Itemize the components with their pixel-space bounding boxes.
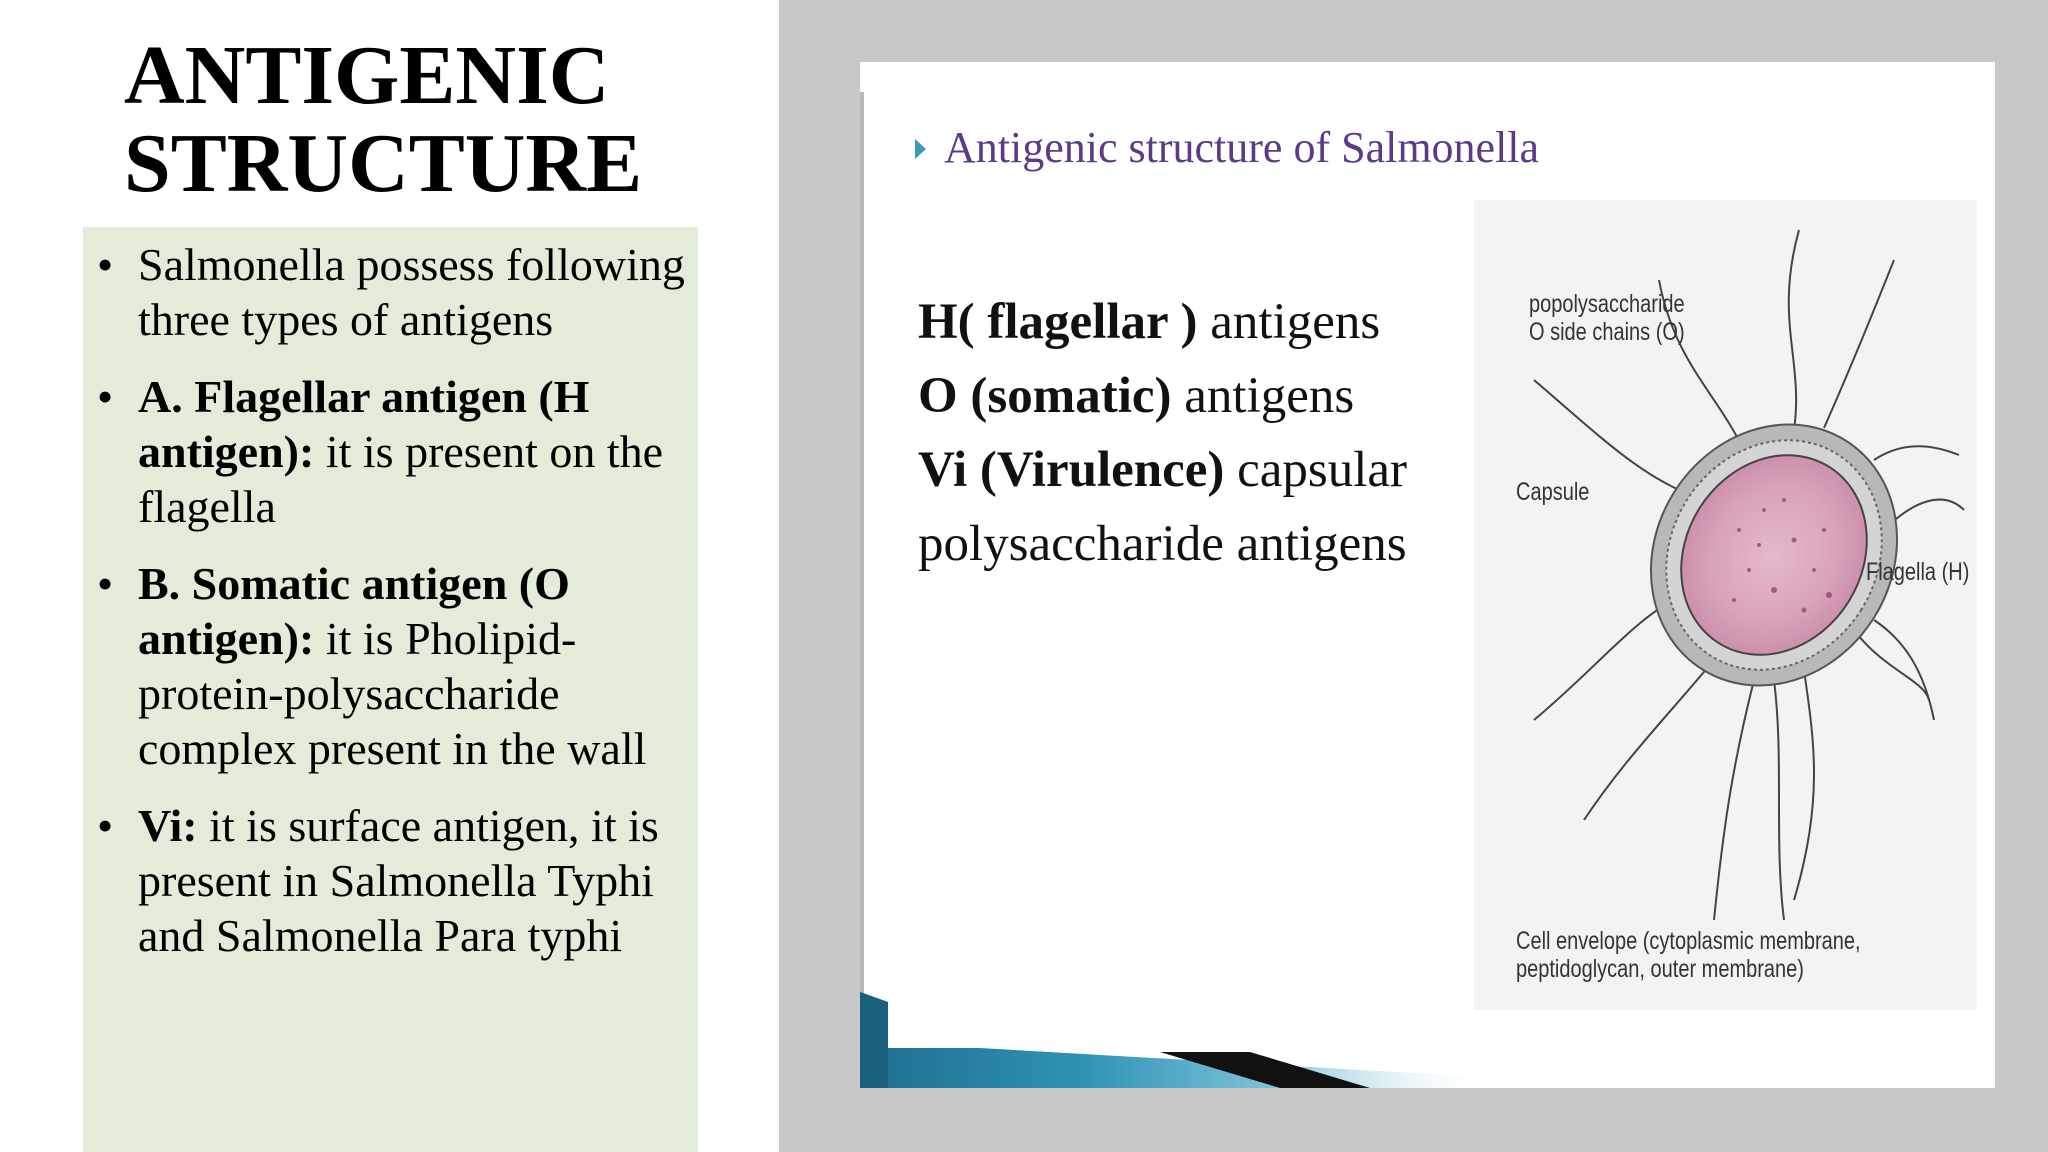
bullet-dot: • — [97, 800, 114, 851]
o-side-chains-label — [1529, 290, 1685, 346]
antigen-text: polysaccharide antigens — [918, 516, 1407, 572]
bullet-item-vi — [83, 798, 698, 963]
bullet-bold: Vi: — [138, 800, 198, 851]
bullet-item-flagellar — [83, 369, 698, 534]
embedded-heading-text: Antigenic structure of Salmonella — [944, 123, 1540, 172]
capsule-label: Capsule — [1516, 478, 1590, 506]
antigen-line-polysaccharide — [918, 507, 1407, 581]
antigen-line-h — [918, 285, 1407, 359]
label-line: peptidoglycan, outer membrane) — [1516, 955, 1804, 983]
title-line-2: STRUCTURE — [124, 117, 643, 210]
antigen-text: capsular — [1224, 442, 1408, 498]
bullet-text: it is present on the flagella — [138, 426, 664, 532]
antigen-bold: O (somatic) — [918, 368, 1172, 424]
bullet-text: it is Pholipid-protein-polysaccharide complex present in the wall — [138, 613, 647, 774]
cell-envelope-label — [1516, 927, 1861, 983]
bullet-bold: B. Somatic antigen (O antigen): — [138, 558, 570, 664]
embedded-slide-heading — [915, 122, 1539, 173]
antigen-text: antigens — [1171, 368, 1355, 424]
antigen-text: antigens — [1197, 294, 1381, 350]
bullet-dot: • — [97, 239, 114, 290]
antigen-list — [918, 285, 1407, 581]
label-line: Cell envelope (cytoplasmic membrane, — [1516, 927, 1861, 955]
triangle-bullet-icon — [915, 139, 926, 159]
bullet-box — [83, 227, 698, 1152]
page-title — [124, 29, 764, 210]
flagella-label: Flagella (H) — [1866, 558, 1970, 586]
label-line: popolysaccharide — [1529, 290, 1685, 318]
antigen-bold: H( flagellar ) — [918, 294, 1198, 350]
embedded-slide-image — [860, 62, 1995, 1088]
bullet-item-somatic — [83, 556, 698, 776]
bullet-text: Salmonella possess following three types of antigens — [138, 239, 685, 345]
title-line-1: ANTIGENIC — [124, 29, 610, 122]
slide-edge — [860, 92, 864, 1088]
bullet-item-types — [83, 237, 698, 347]
antigen-line-o — [918, 359, 1407, 433]
bullet-text: it is surface antigen, it is present in Salmonella Typhi and Salmonella Para typhi — [138, 800, 659, 961]
salmonella-diagram — [1474, 200, 1977, 1010]
bullet-dot: • — [97, 558, 114, 609]
bullet-bold: A. Flagellar antigen (H antigen): — [138, 371, 590, 477]
antigen-line-vi — [918, 433, 1407, 507]
bullet-dot: • — [97, 371, 114, 422]
left-panel — [0, 0, 779, 1152]
label-line: O side chains (O) — [1529, 318, 1685, 346]
antigen-bold: Vi (Virulence) — [918, 442, 1225, 498]
bullet-list — [83, 237, 698, 985]
